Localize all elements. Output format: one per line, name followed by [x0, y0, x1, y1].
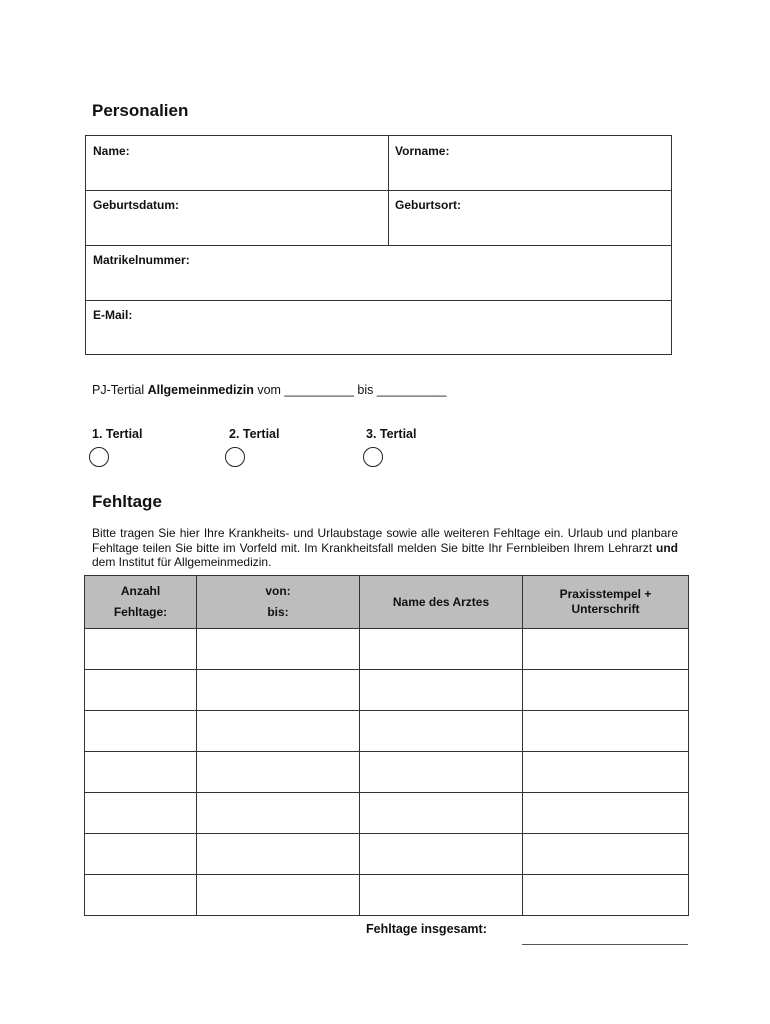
name-field-label: Name: — [93, 144, 130, 158]
divider — [86, 245, 671, 246]
tertial-2-label: 2. Tertial — [229, 427, 280, 441]
tertial-period-line — [92, 383, 446, 397]
arzt-cell[interactable] — [360, 752, 523, 793]
stempel-cell[interactable] — [523, 875, 689, 916]
table-row — [85, 834, 689, 875]
arzt-cell[interactable] — [360, 670, 523, 711]
tertial-1-label: 1. Tertial — [92, 427, 143, 441]
anzahl-cell[interactable] — [85, 670, 197, 711]
von-bis-cell[interactable] — [197, 752, 360, 793]
header-bis: bis: — [267, 605, 289, 619]
divider — [388, 136, 389, 245]
arzt-cell[interactable] — [360, 711, 523, 752]
von-bis-cell[interactable] — [197, 629, 360, 670]
anzahl-cell[interactable] — [85, 752, 197, 793]
arzt-cell[interactable] — [360, 834, 523, 875]
arzt-cell[interactable] — [360, 629, 523, 670]
arzt-cell[interactable] — [360, 875, 523, 916]
table-row — [85, 629, 689, 670]
geburtsort-field-label: Geburtsort: — [395, 198, 461, 212]
anzahl-cell[interactable] — [85, 793, 197, 834]
absence-table-header — [85, 576, 689, 629]
header-stempel-line1: Praxisstempel + — [559, 587, 652, 601]
divider — [86, 300, 671, 301]
header-anzahl-line2: Fehltage: — [113, 605, 168, 619]
stempel-cell[interactable] — [523, 629, 689, 670]
stempel-cell[interactable] — [523, 711, 689, 752]
tertial-3-radio[interactable] — [363, 447, 383, 467]
intro-emphasis: und — [656, 540, 678, 555]
intro-text-end: dem Institut für Allgemeinmedizin. — [92, 555, 272, 569]
vorname-field-label: Vorname: — [395, 144, 450, 158]
absence-table — [84, 575, 689, 916]
total-fehltage-field[interactable] — [522, 944, 688, 945]
table-row — [85, 711, 689, 752]
tertial-3-label: 3. Tertial — [366, 427, 417, 441]
divider — [86, 190, 671, 191]
header-anzahl-line1: Anzahl — [120, 584, 161, 598]
tertial-subject: Allgemeinmedizin — [147, 383, 254, 397]
table-row — [85, 875, 689, 916]
header-von: von: — [265, 584, 291, 598]
stempel-cell[interactable] — [523, 752, 689, 793]
von-bis-cell[interactable] — [197, 875, 360, 916]
header-stempel-line2: Unterschrift — [571, 602, 640, 616]
von-bis-cell[interactable] — [197, 793, 360, 834]
stempel-cell[interactable] — [523, 670, 689, 711]
total-fehltage-label: Fehltage insgesamt: — [366, 922, 487, 936]
anzahl-cell[interactable] — [85, 834, 197, 875]
von-bis-cell[interactable] — [197, 670, 360, 711]
tertial-1-radio[interactable] — [89, 447, 109, 467]
geburtsdatum-field-label: Geburtsdatum: — [93, 198, 180, 212]
anzahl-cell[interactable] — [85, 629, 197, 670]
fehltage-instructions — [92, 526, 678, 570]
stempel-cell[interactable] — [523, 834, 689, 875]
personalien-heading: Personalien — [92, 101, 189, 120]
fehltage-heading: Fehltage — [92, 492, 162, 511]
stempel-cell[interactable] — [523, 793, 689, 834]
personal-data-table — [85, 135, 672, 355]
table-row — [85, 752, 689, 793]
table-row — [85, 670, 689, 711]
table-row — [85, 793, 689, 834]
anzahl-cell[interactable] — [85, 711, 197, 752]
email-field-label: E-Mail: — [93, 308, 133, 322]
header-anzahl — [85, 576, 197, 629]
von-bis-cell[interactable] — [197, 834, 360, 875]
anzahl-cell[interactable] — [85, 875, 197, 916]
tertial-dates: vom __________ bis __________ — [253, 383, 447, 397]
arzt-cell[interactable] — [360, 793, 523, 834]
intro-text: Bitte tragen Sie hier Ihre Krankheits- und Urlaubstage sowie alle weiteren Fehltage ein. Urlaub und planbare Fehltage teilen Sie bitte im Vorfeld mit. Im Krankheitsfall melden Sie bitte Ihr Fernbleiben Ihrem Lehrarzt — [92, 526, 678, 555]
header-stempel — [523, 576, 689, 629]
tertial-2-radio[interactable] — [225, 447, 245, 467]
von-bis-cell[interactable] — [197, 711, 360, 752]
tertial-prefix: PJ-Tertial — [92, 383, 148, 397]
header-arzt: Name des Arztes — [360, 576, 523, 629]
header-von-bis — [197, 576, 360, 629]
matrikelnummer-field-label: Matrikelnummer: — [93, 253, 190, 267]
